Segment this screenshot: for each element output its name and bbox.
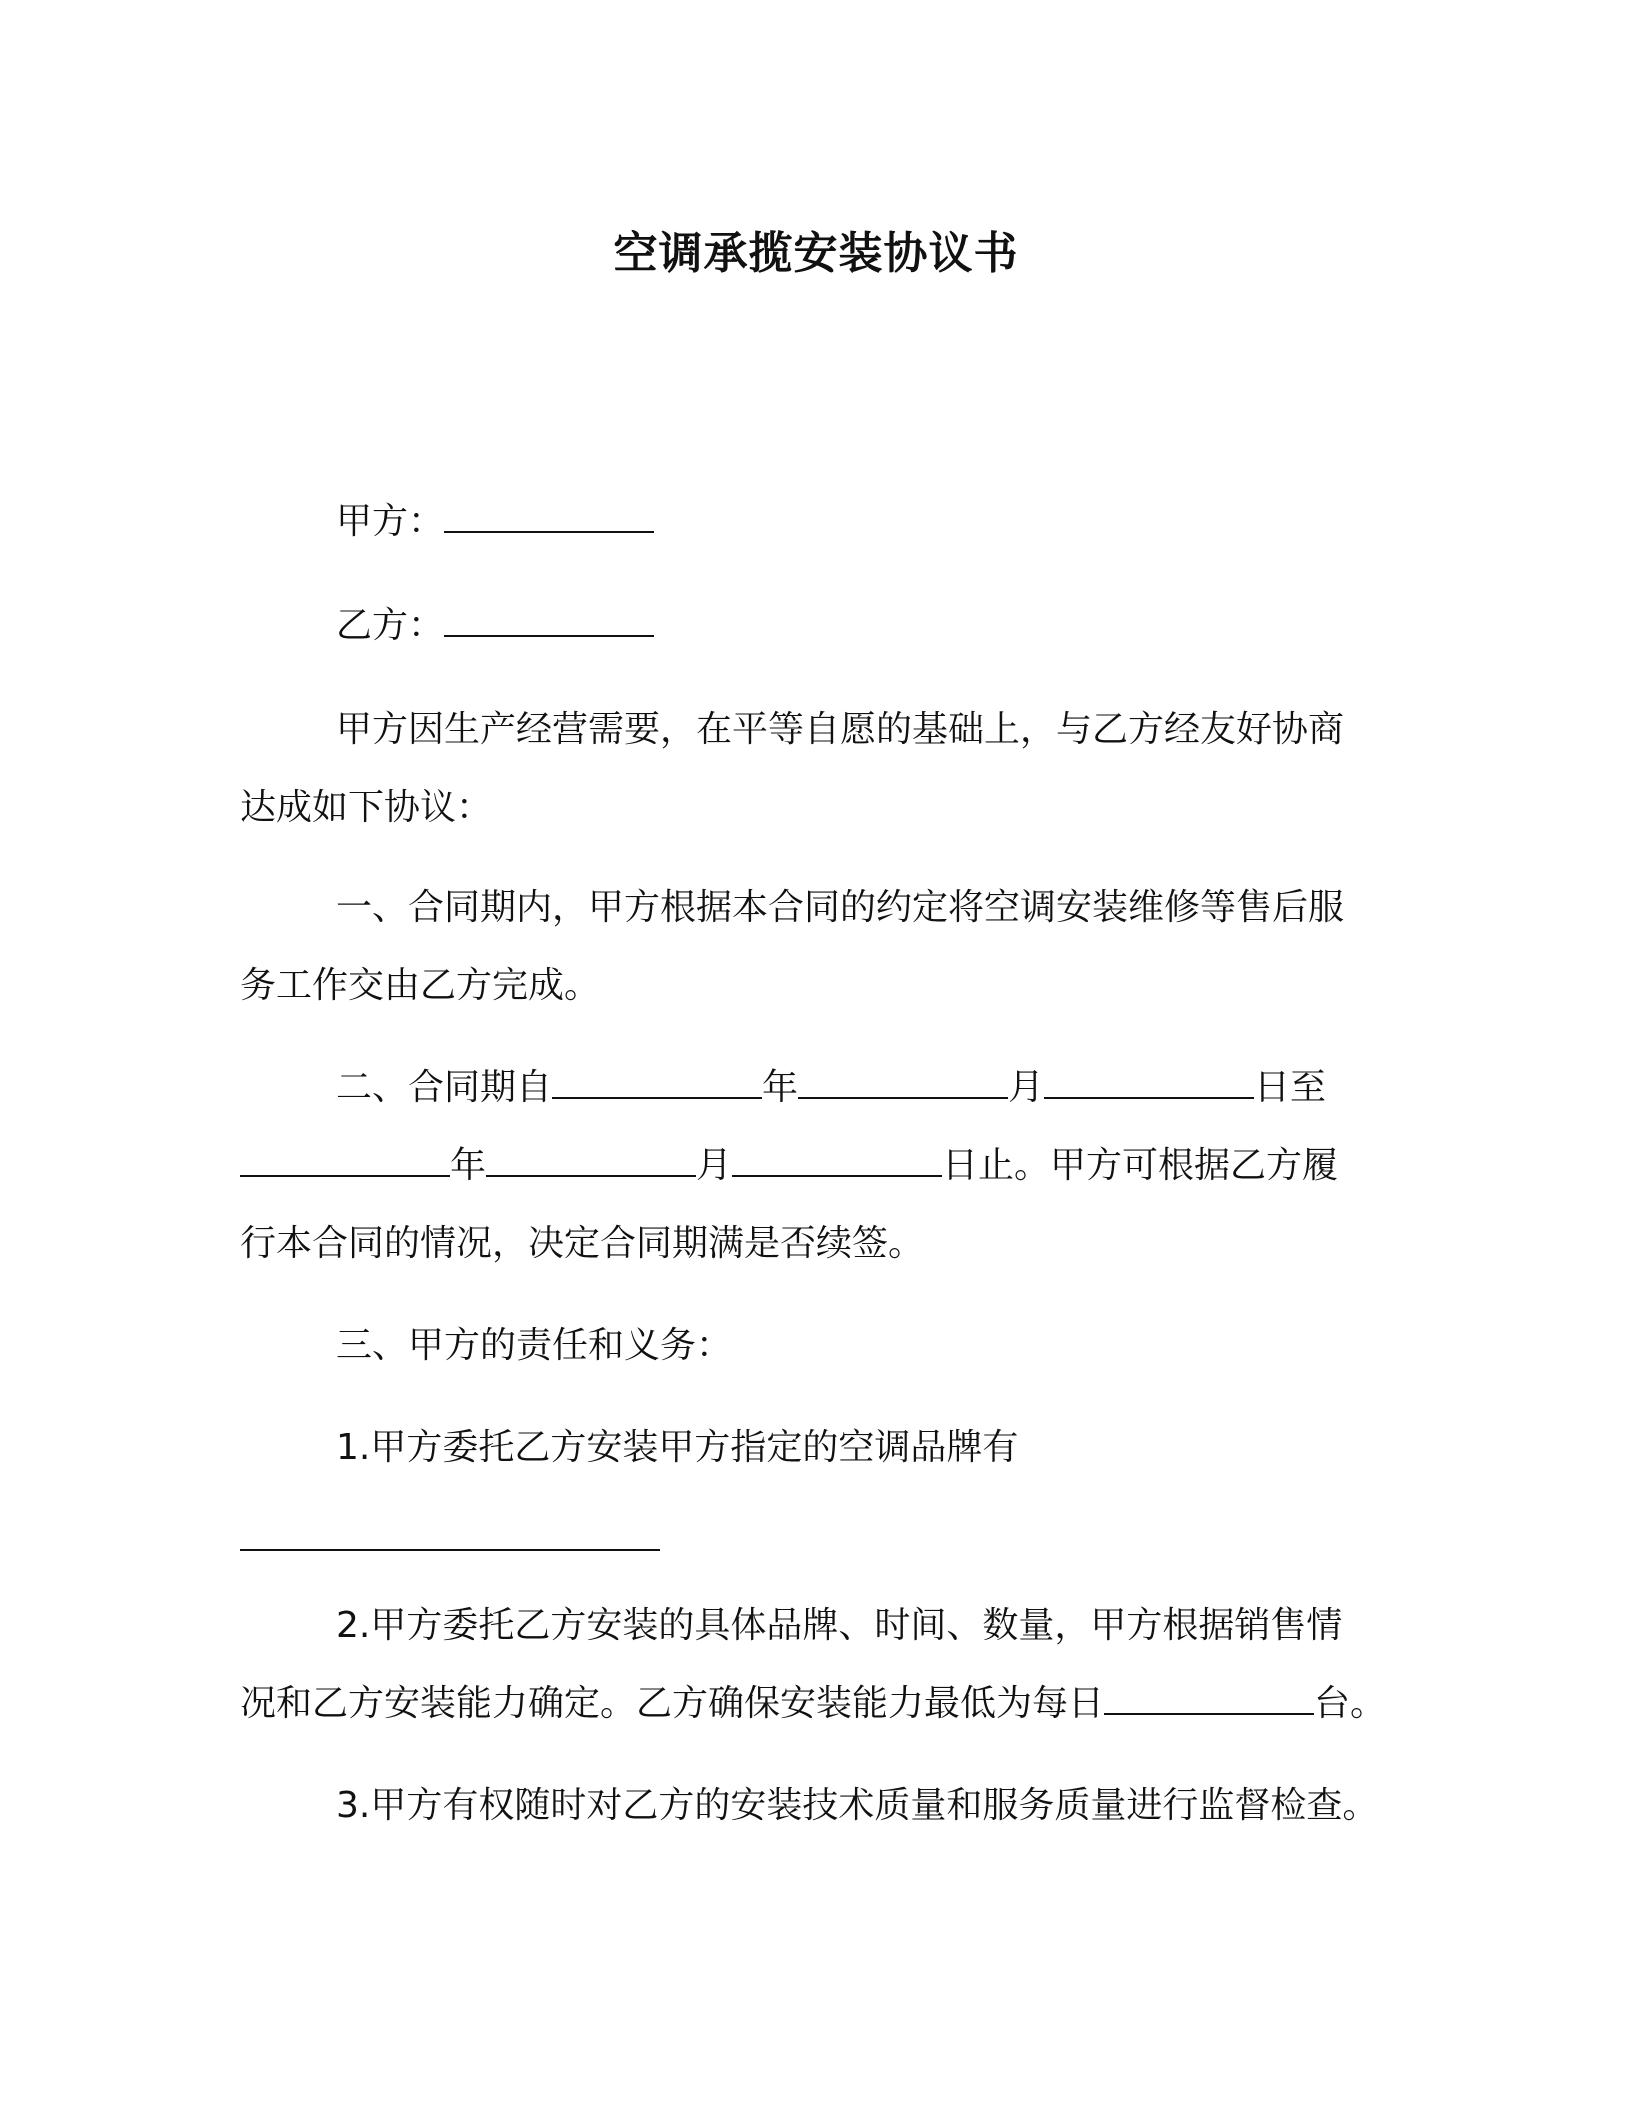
brand-blank-line — [240, 1516, 1420, 1564]
item-2-text: 况和乙方安装能力确定。乙方确保安装能力最低为每日 — [240, 1683, 1105, 1724]
brand-blank — [240, 1519, 660, 1551]
clause-2-line-2 — [240, 1142, 1420, 1190]
document-title: 空调承揽安装协议书 — [613, 228, 1019, 279]
month-label: 月 — [1008, 1067, 1045, 1108]
start-year-blank — [552, 1067, 762, 1099]
intro-line-1: 甲方因生产经营需要，在平等自愿的基础上，与乙方经友好协商 — [336, 709, 1345, 750]
item-2-line-1: 2.甲方委托乙方安装的具体品牌、时间、数量，甲方根据销售情 — [336, 1605, 1343, 1646]
month-label: 月 — [696, 1145, 733, 1186]
party-b-blank — [444, 605, 654, 637]
start-day-blank — [1044, 1067, 1254, 1099]
day-end-text: 日止。甲方可根据乙方履 — [942, 1145, 1339, 1186]
daily-capacity-blank — [1104, 1683, 1314, 1715]
clause-2-line-3: 行本合同的情况，决定合同期满是否续签。 — [240, 1223, 925, 1264]
item-2-line-2 — [240, 1680, 1420, 1728]
clause-1-line-2: 务工作交由乙方完成。 — [240, 965, 601, 1006]
item-1: 1.甲方委托乙方安装甲方指定的空调品牌有 — [336, 1427, 1019, 1468]
clause-2-line-1 — [336, 1064, 1516, 1112]
clause-3-heading: 三、甲方的责任和义务： — [336, 1325, 733, 1366]
party-a-line — [336, 498, 1516, 546]
end-year-blank — [240, 1145, 450, 1177]
intro-line-2: 达成如下协议： — [240, 787, 493, 828]
party-b-label: 乙方： — [336, 605, 445, 646]
day-to-label: 日至 — [1254, 1067, 1327, 1108]
clause-2-prefix: 二、合同期自 — [336, 1067, 553, 1108]
party-b-line — [336, 602, 1516, 650]
end-month-blank — [486, 1145, 696, 1177]
start-month-blank — [798, 1067, 1008, 1099]
party-a-label: 甲方： — [336, 501, 445, 542]
unit-label: 台。 — [1314, 1683, 1387, 1724]
year-label: 年 — [762, 1067, 799, 1108]
year-label: 年 — [450, 1145, 487, 1186]
clause-1-line-1: 一、合同期内，甲方根据本合同的约定将空调安装维修等售后服 — [336, 887, 1345, 928]
end-day-blank — [732, 1145, 942, 1177]
party-a-blank — [444, 501, 654, 533]
item-3: 3.甲方有权随时对乙方的安装技术质量和服务质量进行监督检查。 — [336, 1785, 1379, 1826]
